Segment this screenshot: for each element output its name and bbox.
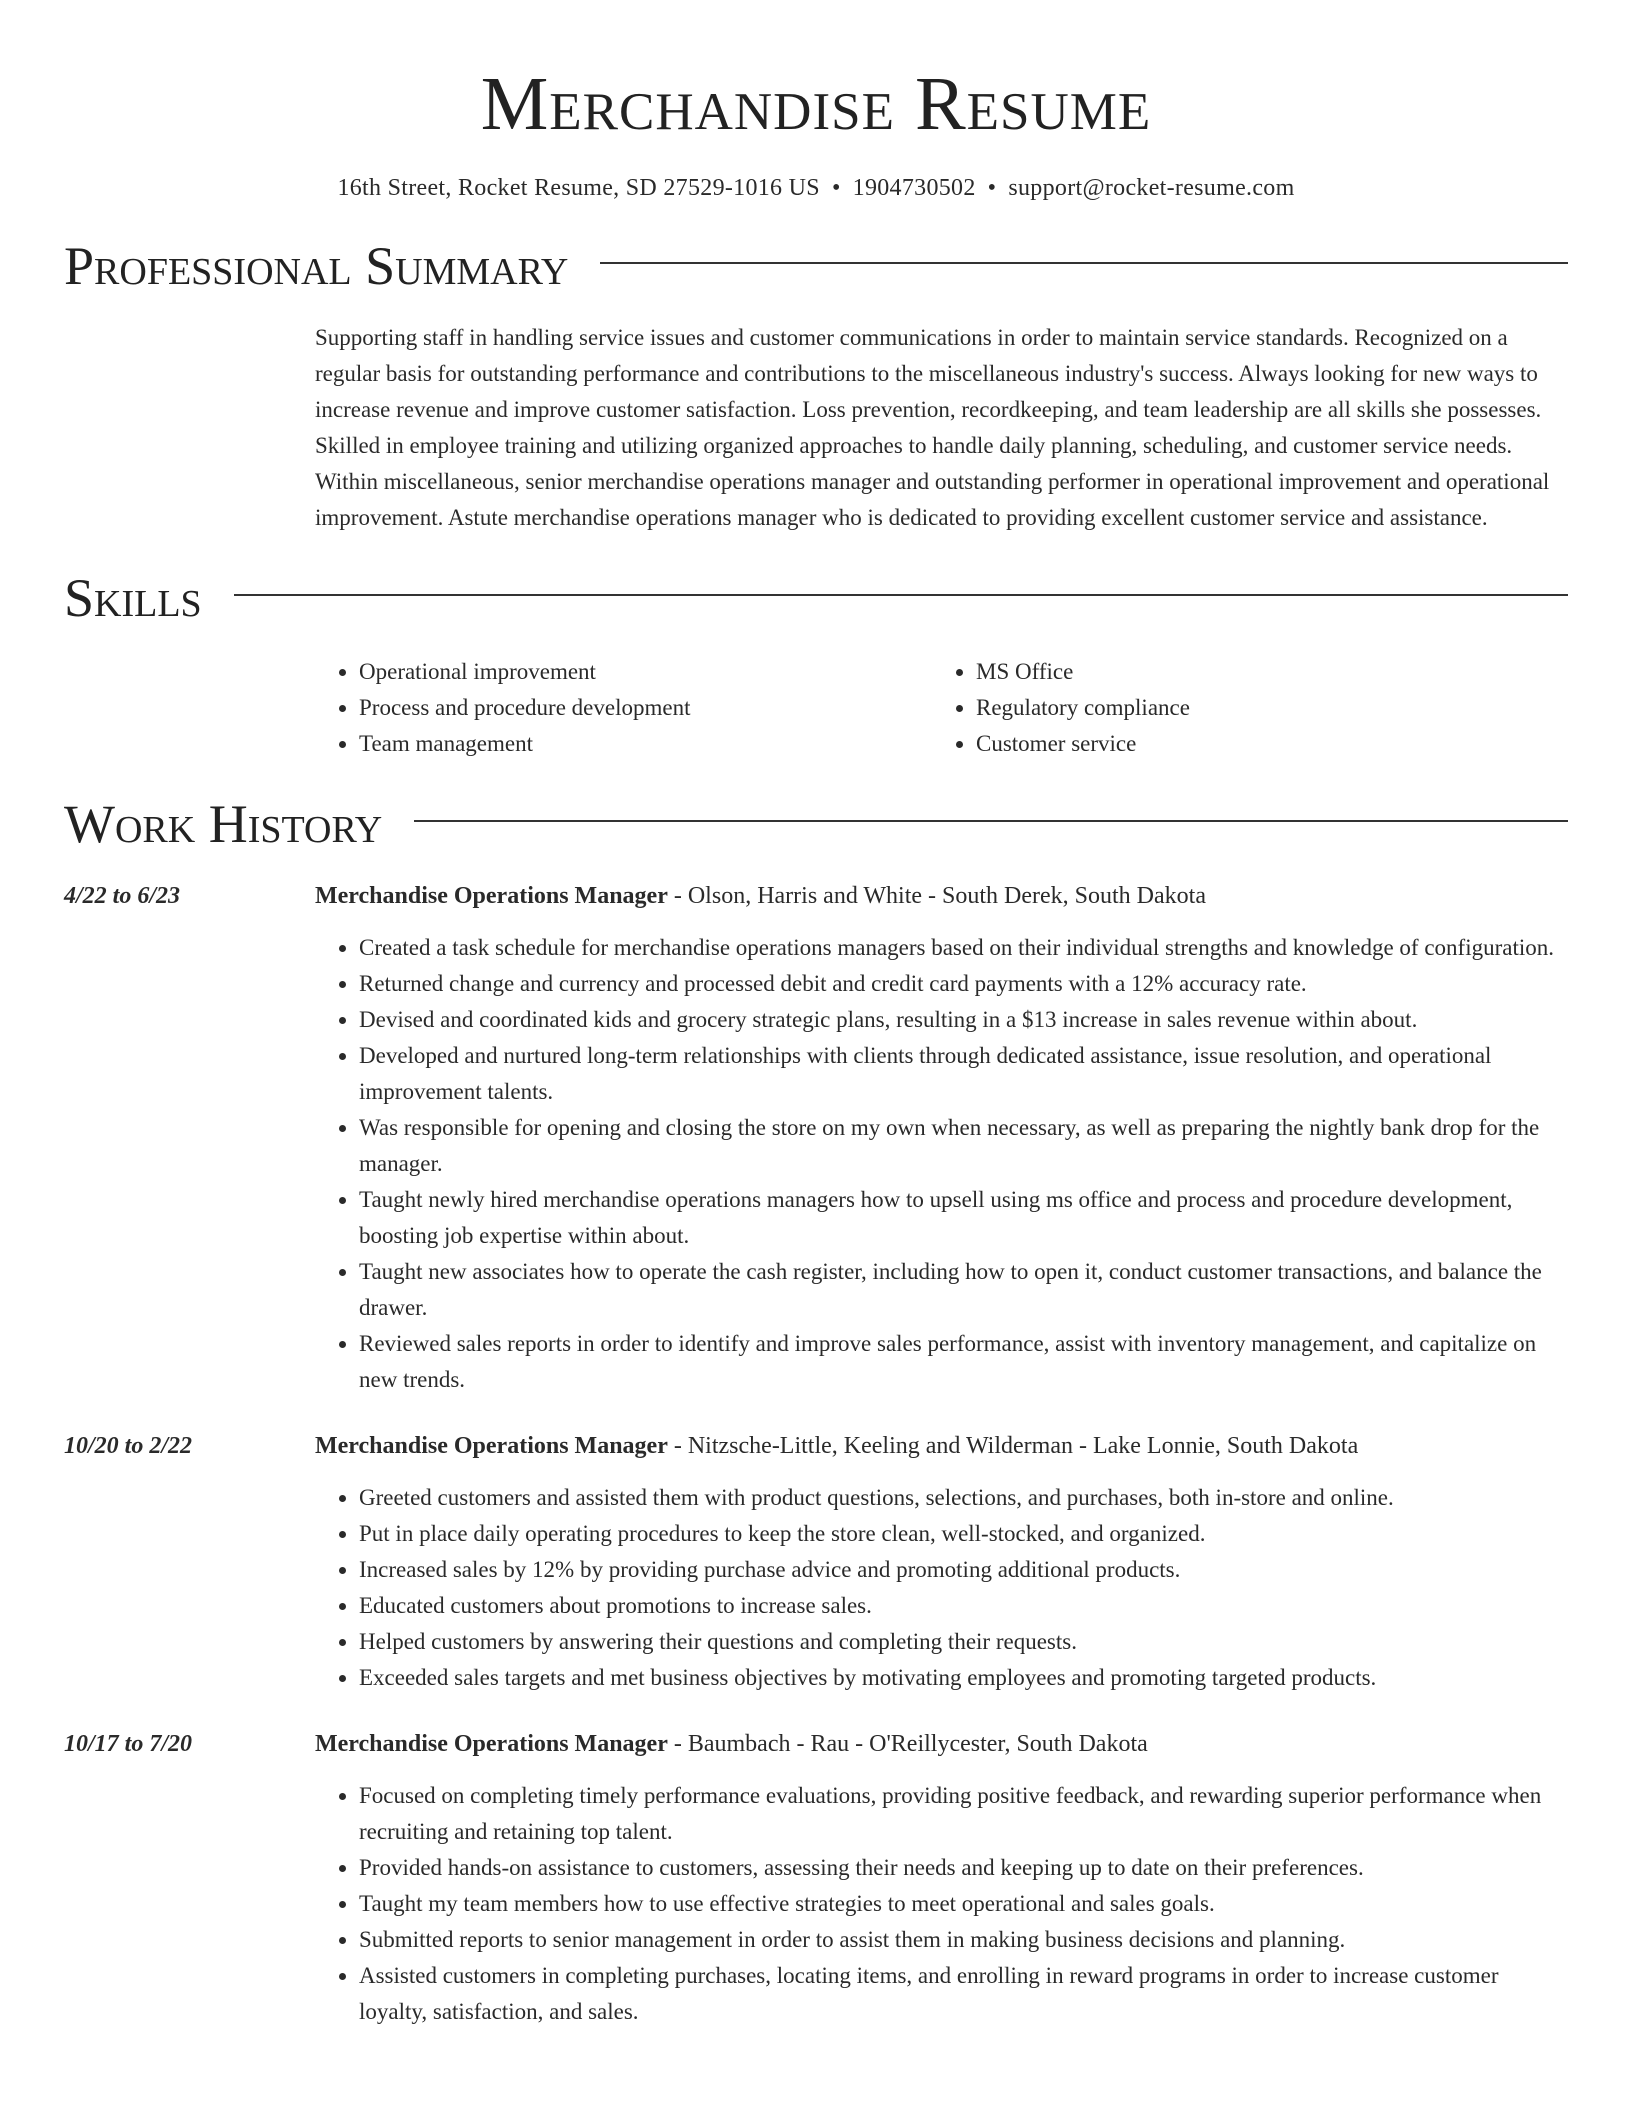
skill-item: • Team management: [359, 726, 932, 762]
job-company: - Nitzsche-Little, Keeling and Wilderman - Lake Lonnie, South Dakota: [667, 1433, 1359, 1459]
job-dates: 10/17 to 7/20: [64, 1731, 193, 1757]
contact-phone: 1904730502: [852, 175, 976, 201]
skills-section-header: [64, 566, 1568, 630]
job-bullet: • Helped customers by answering their questions and completing their requests.: [359, 1624, 1568, 1660]
job-bullet: • Created a task schedule for merchandise operations managers based on their individual strengths and knowledge of configuration.: [359, 930, 1568, 966]
job-header: [315, 1726, 1568, 1762]
work-section-header: [64, 792, 1568, 856]
job-bullet: • Returned change and currency and processed debit and credit card payments with a 12% accuracy rate.: [359, 966, 1568, 1002]
section-divider: [600, 262, 1568, 264]
job-body: [315, 1428, 1568, 1696]
skill-item: • Operational improvement: [359, 654, 932, 690]
job-bullet: • Focused on completing timely performance evaluations, providing positive feedback, and rewarding superior performance when recruiting and retaining top talent.: [359, 1778, 1568, 1850]
job-entry: [64, 878, 1568, 1398]
job-bullet: • Assisted customers in completing purchases, locating items, and enrolling in reward programs in order to increase customer loyalty, satisfaction, and sales.: [359, 1958, 1568, 2030]
resume-name: Merchandise Resume: [480, 62, 1152, 146]
contact-separator: •: [987, 175, 997, 201]
skills-column-right: [932, 654, 1549, 762]
skill-item: • Process and procedure development: [359, 690, 932, 726]
contact-email: support@rocket-resume.com: [1008, 175, 1295, 201]
skills-column-left: [315, 654, 932, 762]
skill-item: • MS Office: [976, 654, 1549, 690]
job-bullet: • Developed and nurtured long-term relationships with clients through dedicated assistance, issue resolution, and operational improvement talents.: [359, 1038, 1568, 1110]
job-bullet: • Greeted customers and assisted them with product questions, selections, and purchases, both in-store and online.: [359, 1480, 1568, 1516]
job-title: Merchandise Operations Manager: [315, 883, 668, 909]
job-bullet: • Reviewed sales reports in order to identify and improve sales performance, assist with inventory management, and capitalize on new trends.: [359, 1326, 1568, 1398]
section-divider: [414, 820, 1568, 822]
job-bullet: • Educated customers about promotions to increase sales.: [359, 1588, 1568, 1624]
summary-text: Supporting staff in handling service issues and customer communications in order to maintain service standards. Recognized on a regular basis for outstanding performance and contributions to the miscellaneous industry's success. Always looking for new ways to increase revenue and improve customer satisfaction. Loss prevention, recordkeeping, and team leadership are all skills she possesses. Skilled in employee training and utilizing organized approaches to handle daily planning, scheduling, and customer service needs. Within miscellaneous, senior merchandise operations manager and outstanding performer in operational improvement and operational improvement. Astute merchandise operations manager who is dedicated to providing excellent customer service and assistance.: [315, 325, 1550, 530]
contact-line: [64, 172, 1568, 204]
skills-heading: Skills: [64, 568, 202, 628]
job-bullet: • Provided hands-on assistance to customers, assessing their needs and keeping up to date on their preferences.: [359, 1850, 1568, 1886]
job-bullet: • Submitted reports to senior management in order to assist them in making business decisions and planning.: [359, 1922, 1568, 1958]
job-entry: [64, 1726, 1568, 2030]
skill-item: • Customer service: [976, 726, 1549, 762]
job-header: [315, 878, 1568, 914]
work-heading: Work History: [64, 794, 383, 854]
job-bullet: • Taught new associates how to operate the cash register, including how to open it, conduct customer transactions, and balance the drawer.: [359, 1254, 1568, 1326]
job-company: - Olson, Harris and White - South Derek, South Dakota: [667, 883, 1206, 909]
summary-section-header: [64, 234, 1568, 298]
job-dates: 4/22 to 6/23: [64, 883, 181, 909]
job-bullet: • Put in place daily operating procedures to keep the store clean, well-stocked, and organized.: [359, 1516, 1568, 1552]
contact-address: 16th Street, Rocket Resume, SD 27529-1016 US: [337, 175, 820, 201]
job-bullet: • Exceeded sales targets and met business objectives by motivating employees and promoting targeted products.: [359, 1660, 1568, 1696]
job-title: Merchandise Operations Manager: [315, 1731, 668, 1757]
job-header: [315, 1428, 1568, 1464]
job-entry: [64, 1428, 1568, 1696]
job-company: - Baumbach - Rau - O'Reillycester, South Dakota: [667, 1731, 1148, 1757]
job-body: [315, 878, 1568, 1398]
skills-list: [315, 654, 1568, 762]
job-bullet: • Taught my team members how to use effective strategies to meet operational and sales goals.: [359, 1886, 1568, 1922]
job-bullets: [315, 1778, 1568, 2030]
job-bullets: [315, 930, 1568, 1398]
job-bullet: • Increased sales by 12% by providing purchase advice and promoting additional products.: [359, 1552, 1568, 1588]
section-divider: [234, 594, 1568, 596]
job-dates: 10/20 to 2/22: [64, 1433, 193, 1459]
job-bullets: [315, 1480, 1568, 1696]
job-title: Merchandise Operations Manager: [315, 1433, 668, 1459]
contact-separator: •: [831, 175, 841, 201]
summary-heading: Professional Summary: [64, 236, 569, 296]
resume-page: [64, 0, 1568, 2030]
job-bullet: • Devised and coordinated kids and grocery strategic plans, resulting in a $13 increase in sales revenue within about.: [359, 1002, 1568, 1038]
job-bullet: • Was responsible for opening and closing the store on my own when necessary, as well as preparing the nightly bank drop for the manager.: [359, 1110, 1568, 1182]
job-body: [315, 1726, 1568, 2030]
job-bullet: • Taught newly hired merchandise operations managers how to upsell using ms office and process and procedure development, boosting job expertise within about.: [359, 1182, 1568, 1254]
skill-item: • Regulatory compliance: [976, 690, 1549, 726]
